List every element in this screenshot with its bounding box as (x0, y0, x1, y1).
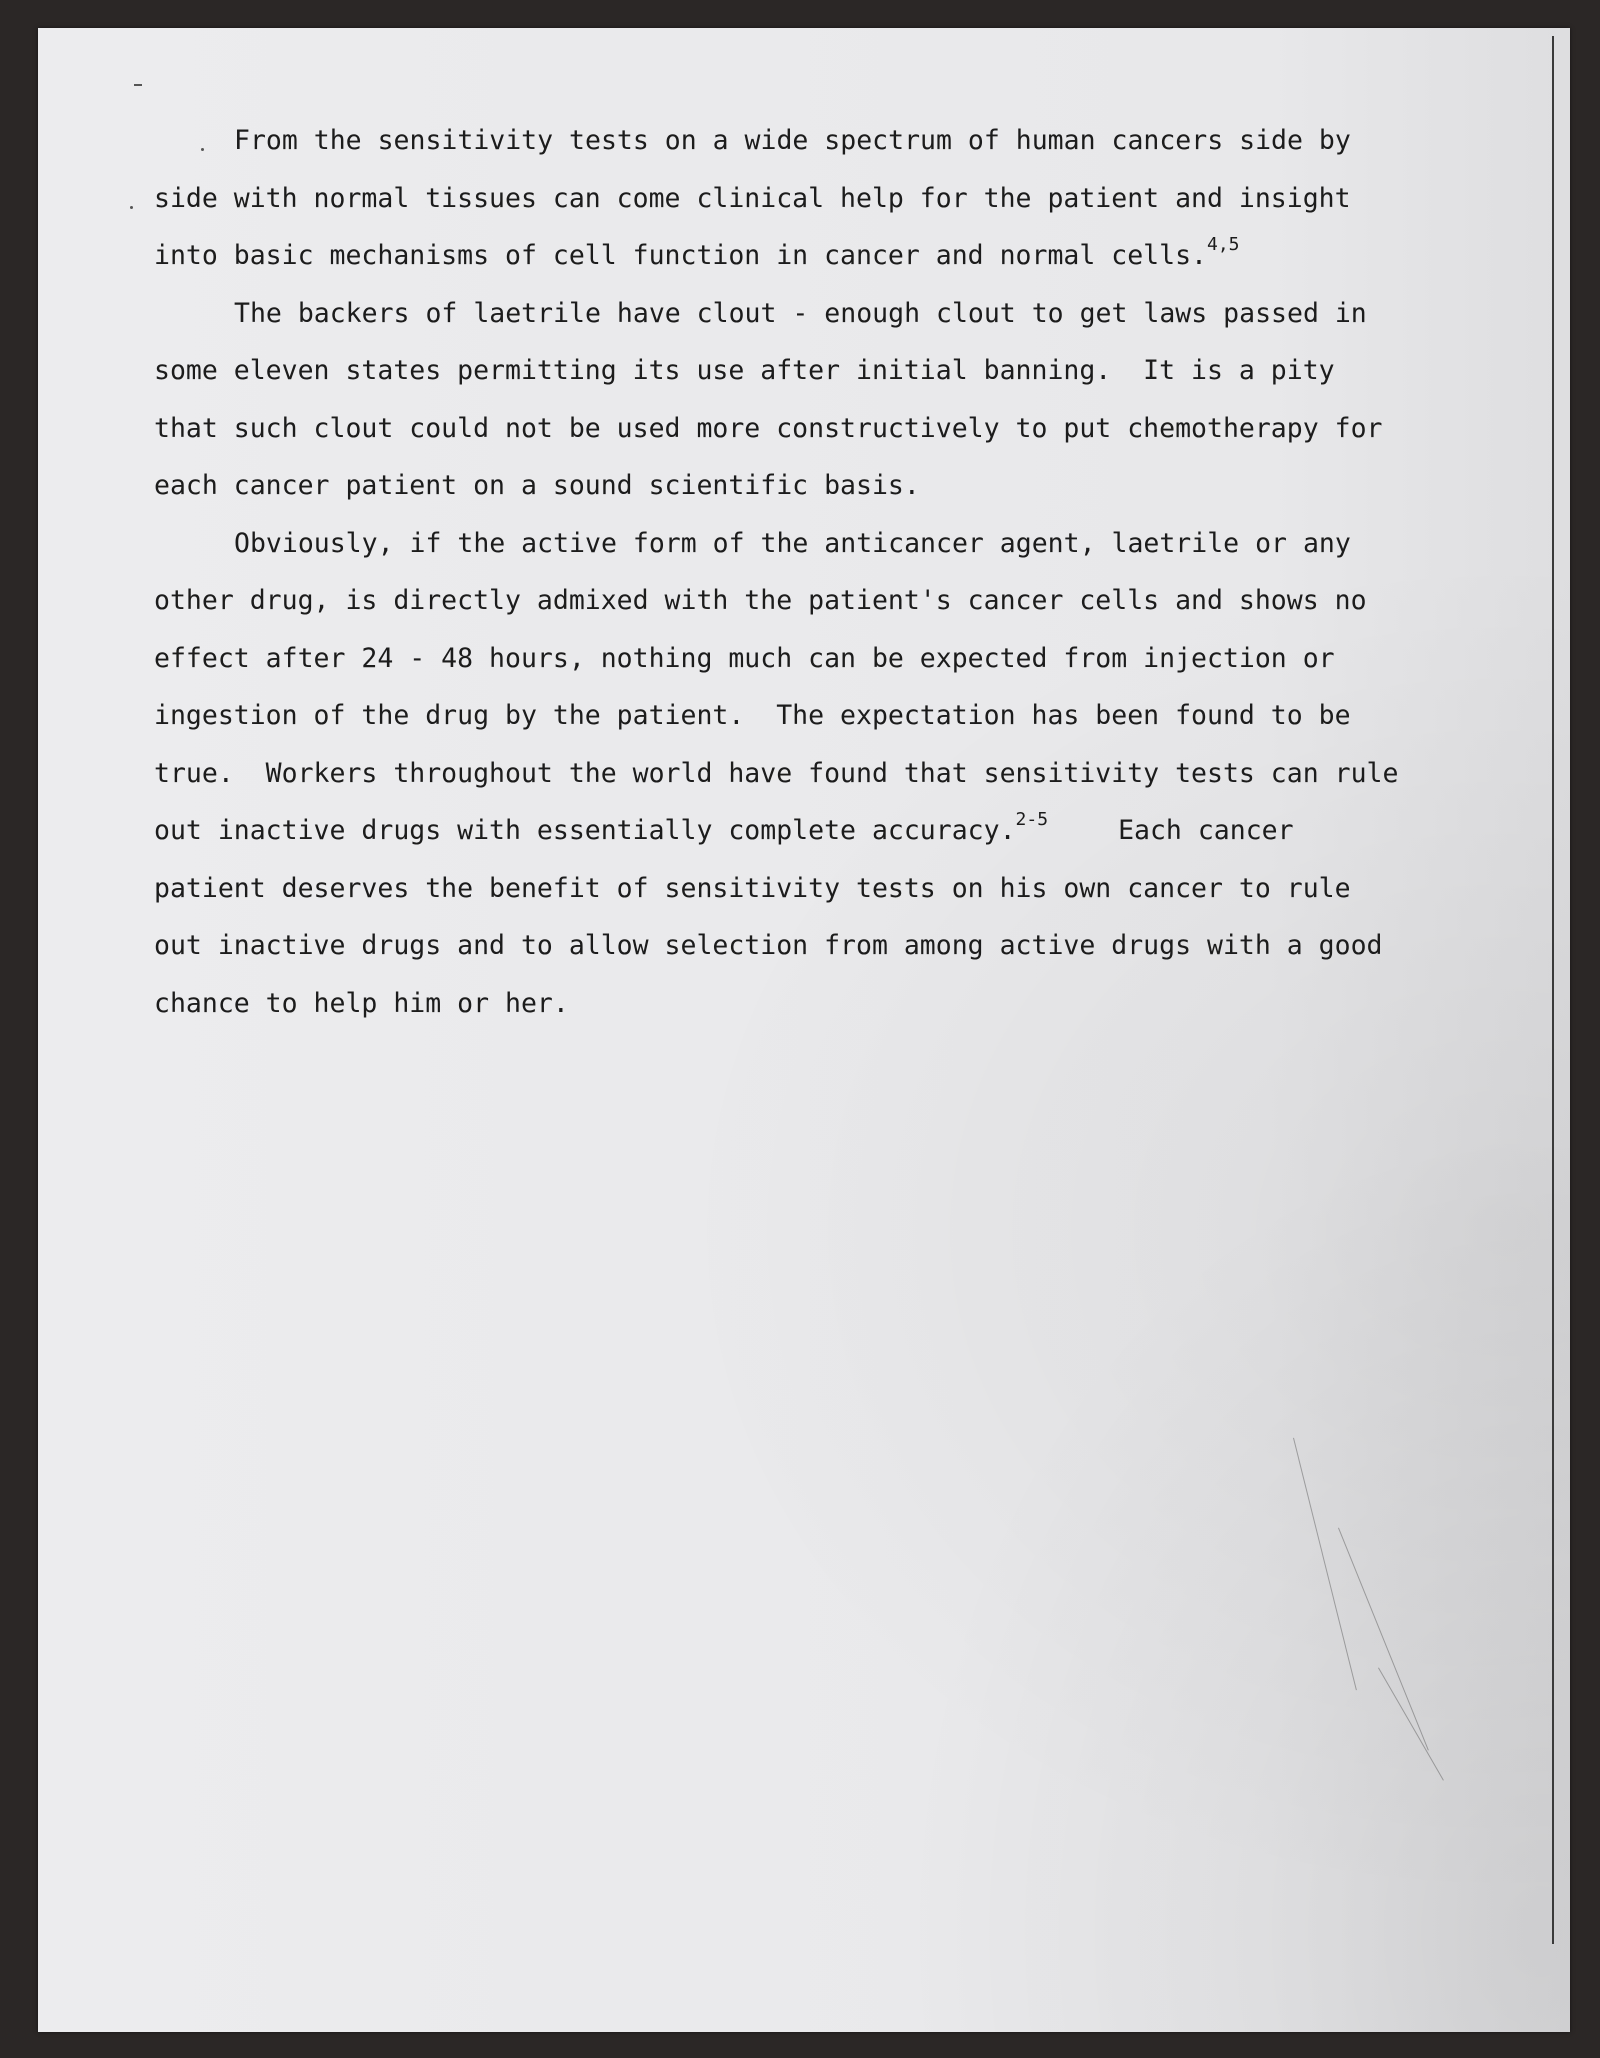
margin-rule (1552, 36, 1554, 1944)
body-text (154, 112, 1434, 1032)
text-line: side with normal tissues can come clinical help for the patient and insight (154, 182, 1351, 214)
scratch-mark (1293, 1438, 1357, 1691)
scratch-mark (1378, 1668, 1444, 1781)
paragraph (154, 285, 1434, 515)
stray-mark (134, 84, 142, 86)
text-line: chance to help him or her. (154, 987, 569, 1019)
text-line: out inactive drugs and to allow selection from among active drugs with a good (154, 930, 1383, 961)
text-line: some eleven states permitting its use after initial banning. It is a pity (154, 355, 1335, 386)
text-line: each cancer patient on a sound scientific basis. (154, 470, 920, 501)
text-line: that such clout could not be used more constructively to put chemotherapy for (154, 412, 1383, 444)
paragraph (154, 112, 1434, 285)
text-line: From the sensitivity tests on a wide spectrum of human cancers side by (234, 125, 1351, 156)
citation-superscript: 4,5 (1207, 234, 1240, 255)
text-line: Obviously, if the active form of the anticancer agent, laetrile or any (234, 527, 1351, 559)
text-line: patient deserves the benefit of sensitivity tests on his own cancer to rule (154, 872, 1351, 904)
text-line: effect after 24 - 48 hours, nothing much can be expected from injection or (154, 642, 1335, 674)
text-line: into basic mechanisms of cell function in cancer and normal cells.$^{4,5}$ (154, 234, 1240, 271)
text-line: ingestion of the drug by the patient. The expectation has been found to be (154, 700, 1351, 731)
text-line: The backers of laetrile have clout - enough clout to get laws passed in (234, 297, 1367, 329)
sentence-start: Each cancer (1118, 815, 1294, 846)
text-line: other drug, is directly admixed with the patient's cancer cells and shows no (154, 585, 1367, 616)
scratch-mark (1338, 1528, 1429, 1751)
paragraph (154, 515, 1434, 1033)
stray-mark (130, 206, 133, 209)
text-line: true. Workers throughout the world have found that sensitivity tests can rule (154, 757, 1399, 789)
document-page (38, 28, 1570, 2032)
citation-superscript: 2-5 (1015, 809, 1049, 830)
text-line: out inactive drugs with essentially complete accuracy.$^{2-5}$ Each cancer (154, 809, 1294, 846)
